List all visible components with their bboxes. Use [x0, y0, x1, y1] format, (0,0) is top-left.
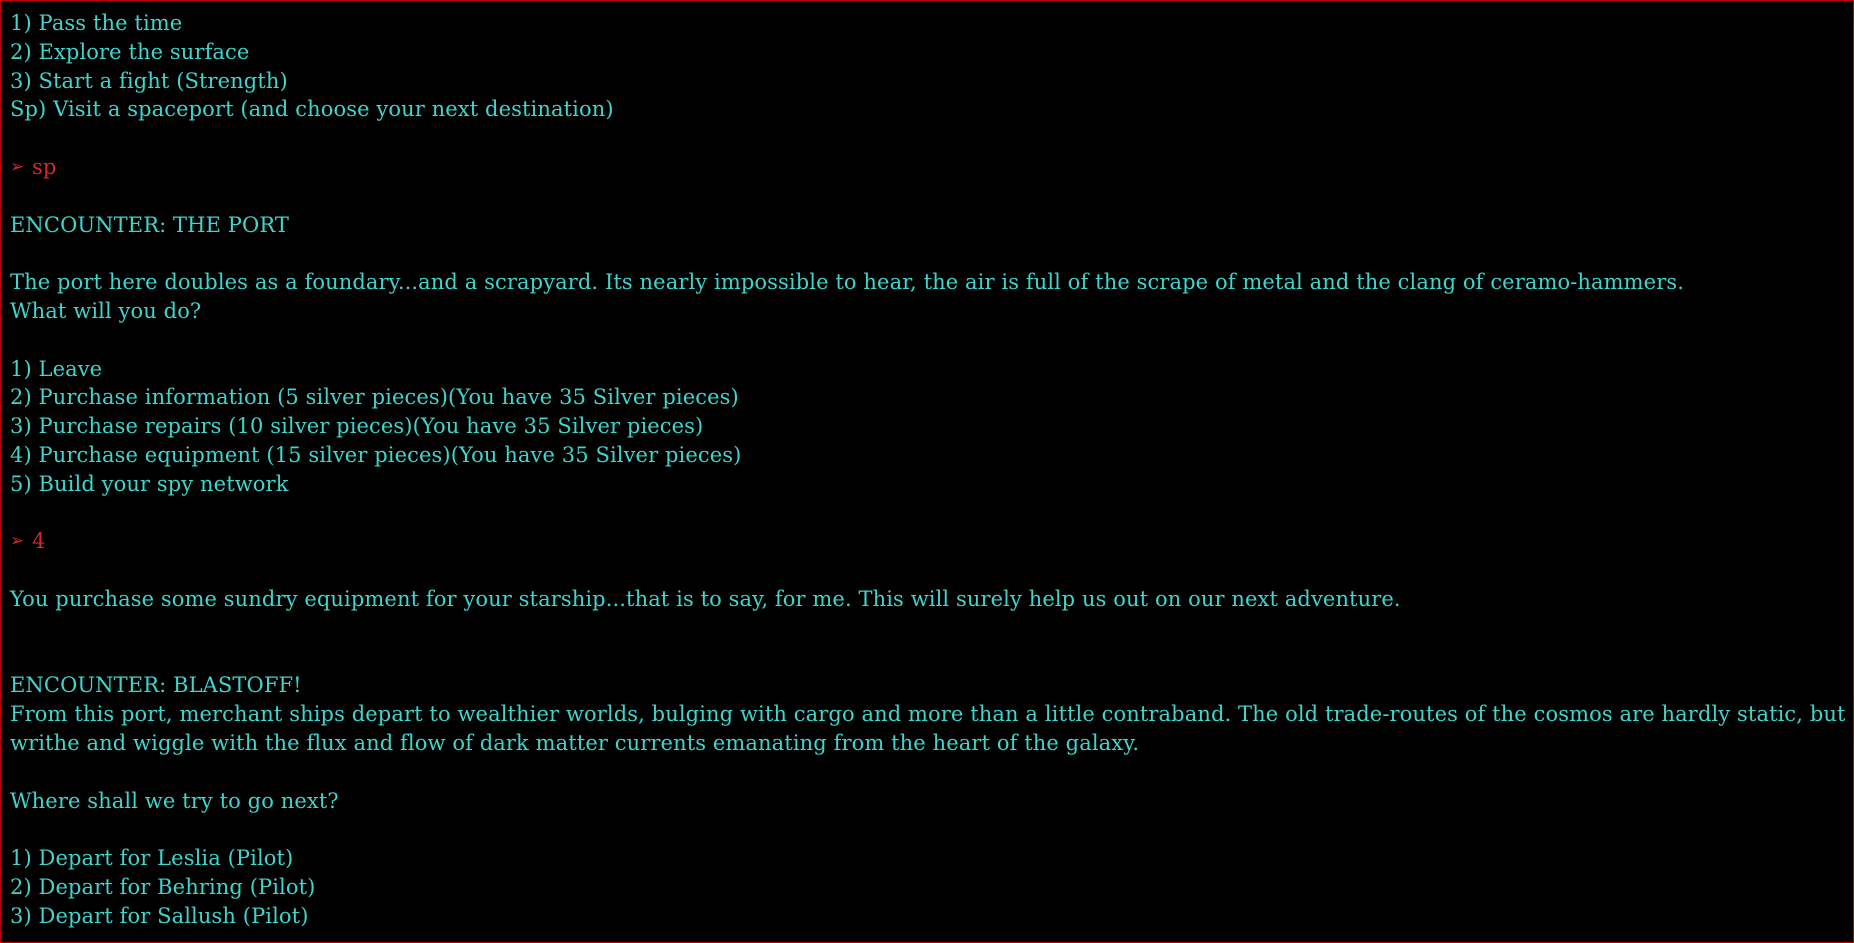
player-input-line: [10, 527, 1849, 556]
spacer: [10, 239, 1849, 268]
player-input-value: sp: [32, 154, 57, 179]
spacer: [10, 758, 1849, 787]
encounter-description: The port here doubles as a foundary...and a scrapyard. Its nearly impossible to hear, the air is full of the scrape of metal and the clang of ceramo-hammers.: [10, 270, 1685, 295]
spacer: [10, 815, 1849, 844]
option-pass-time[interactable]: 1) Pass the time: [10, 11, 183, 35]
option-depart-behring[interactable]: 2) Depart for Behring (Pilot): [10, 874, 316, 899]
encounter-question: Where shall we try to go next?: [10, 788, 339, 813]
spacer: [10, 182, 1849, 211]
encounter-heading: ENCOUNTER: BLASTOFF!: [10, 673, 302, 698]
console-output: [10, 9, 1853, 931]
option-explore-surface[interactable]: 2) Explore the surface: [10, 39, 250, 64]
player-input-value: 4: [32, 529, 46, 554]
option-depart-sallush[interactable]: 3) Depart for Sallush (Pilot): [10, 903, 309, 928]
option-purchase-equipment[interactable]: 4) Purchase equipment (15 silver pieces)(You have 35 Silver pieces): [10, 442, 742, 467]
option-purchase-repairs[interactable]: 3) Purchase repairs (10 silver pieces)(You have 35 Silver pieces): [10, 414, 704, 439]
player-input-line: [10, 153, 1849, 182]
spacer: [10, 643, 1849, 672]
option-visit-spaceport[interactable]: Sp) Visit a spaceport (and choose your next destination): [10, 97, 614, 122]
spacer: [10, 124, 1849, 153]
encounter-description: From this port, merchant ships depart to wealthier worlds, bulging with cargo and more than a little contraband. The old trade-routes of the cosmos are hardly static, but writhe and wiggle with the flux and flow of dark matter currents emanating from the heart of the galaxy.: [10, 702, 1853, 755]
spacer: [10, 614, 1849, 643]
encounter-question: What will you do?: [10, 298, 202, 323]
prompt-arrow-icon: ➢: [10, 156, 25, 177]
option-leave[interactable]: 1) Leave: [10, 356, 103, 381]
prompt-arrow-icon: ➢: [10, 531, 25, 552]
option-depart-leslia[interactable]: 1) Depart for Leslia (Pilot): [10, 846, 294, 871]
encounter-heading: ENCOUNTER: THE PORT: [10, 212, 289, 237]
purchase-result-text: You purchase some sundry equipment for your starship...that is to say, for me. This will surely help us out on our next adventure.: [10, 586, 1401, 611]
option-purchase-information[interactable]: 2) Purchase information (5 silver pieces)(You have 35 Silver pieces): [10, 385, 739, 410]
option-build-spy-network[interactable]: 5) Build your spy network: [10, 471, 289, 496]
spacer: [10, 326, 1849, 355]
spacer: [10, 499, 1849, 528]
spacer: [10, 556, 1849, 585]
option-start-fight[interactable]: 3) Start a fight (Strength): [10, 68, 288, 93]
